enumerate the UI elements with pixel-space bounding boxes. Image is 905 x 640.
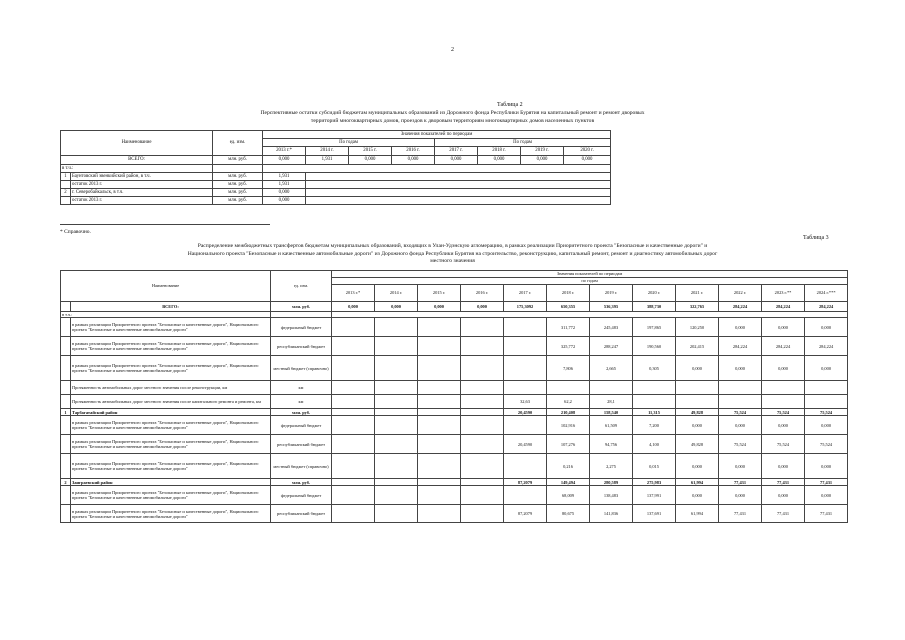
row-number xyxy=(61,197,71,205)
row-value: 158,540 xyxy=(590,409,633,416)
table-3-year-header: 2015 г. xyxy=(418,285,461,302)
row-number xyxy=(61,356,71,381)
table-row xyxy=(61,189,611,197)
table-row xyxy=(61,395,848,409)
table-3-year-header: 2021 г. xyxy=(676,285,719,302)
table-3-col-name: Наименование xyxy=(61,271,271,302)
table-2-year-header: 2013 г.* xyxy=(263,147,306,156)
row-name: Тарбагатайский район xyxy=(71,409,271,416)
table-2-col-by-years-2: По годам xyxy=(435,139,611,147)
row-value: 322,765 xyxy=(676,302,719,312)
row-value: 0,000 xyxy=(676,356,719,381)
row-value xyxy=(375,416,418,435)
row-value xyxy=(375,381,418,395)
row-value xyxy=(375,454,418,479)
table-3-heading-line-1: Распределение межбюджетных трансфертов бюджетам муниципальных образований, входящих в Улан-Удэнскую агломерацию, в рамках реализации Приоритетного проекта "Безопасные и качественные дороги" и xyxy=(197,243,708,249)
row-value: 0,000 xyxy=(719,356,762,381)
table-2-header-row-1 xyxy=(61,131,611,139)
row-value xyxy=(418,454,461,479)
row-value-2014: 1,931 xyxy=(263,181,306,189)
row-value xyxy=(461,486,504,505)
row-number: 2 xyxy=(61,189,71,197)
row-number: 2 xyxy=(61,479,71,486)
table-2-label: Таблица 2 xyxy=(497,102,523,108)
row-value: 75,524 xyxy=(762,409,805,416)
table-2-heading-line-2: территорий многоквартирных домов, проездов к дворовым территориям многоквартирных домов населенных пунктов xyxy=(310,117,595,124)
table-2-year-header: 2017 г. xyxy=(435,147,478,156)
table-2-total-value: 0,000 xyxy=(435,156,478,165)
table-2-year-header: 2016 г. xyxy=(392,147,435,156)
table-3-heading xyxy=(60,243,845,266)
table-2-total-value: 1,931 xyxy=(306,156,349,165)
table-2-col-name: Наименование xyxy=(61,131,213,156)
row-empty-cells xyxy=(306,197,611,205)
row-name: Заиграевский район xyxy=(71,479,271,486)
row-name: остаток 2013 г. xyxy=(71,181,213,189)
row-value xyxy=(332,337,375,356)
table-row xyxy=(61,337,848,356)
row-value xyxy=(418,337,461,356)
table-row xyxy=(61,197,611,205)
row-value xyxy=(461,381,504,395)
row-value xyxy=(461,435,504,454)
row-name: в рамках реализации Приоритетного проекта "Безопасные и качественные дороги", Национального проекта "Безопасные и качественные автомобильные дороги" xyxy=(71,337,271,356)
row-value: 275,983 xyxy=(633,479,676,486)
table-2-incl-row xyxy=(61,165,611,173)
row-value: 325,772 xyxy=(547,337,590,356)
row-name: в рамках реализации Приоритетного проекта "Безопасные и качественные дороги", Национального проекта "Безопасные и качественные автомобильные дороги" xyxy=(71,454,271,479)
table-3-total-row xyxy=(61,302,848,312)
row-value: 210,408 xyxy=(547,409,590,416)
row-value xyxy=(590,381,633,395)
row-value-2014: 0,000 xyxy=(263,189,306,197)
row-empty-cells xyxy=(306,181,611,189)
row-value: 75,524 xyxy=(805,435,848,454)
row-value: 94,756 xyxy=(590,435,633,454)
table-3-year-header: 2013 г.* xyxy=(332,285,375,302)
table-2-heading xyxy=(60,110,845,125)
row-unit: республиканский бюджет xyxy=(271,435,332,454)
row-name: Баунтовский эвенкийский район, в т.ч. xyxy=(71,173,213,181)
table-3-year-header: 2024 г.*** xyxy=(805,285,848,302)
row-unit: местный бюджет (справочно) xyxy=(271,454,332,479)
row-value: 61,994 xyxy=(676,505,719,523)
row-name: в рамках реализации Приоритетного проекта "Безопасные и качественные дороги", Национального проекта "Безопасные и качественные автомобильные дороги" xyxy=(71,356,271,381)
row-value: 80,675 xyxy=(547,505,590,523)
table-2-col-by-years-1: По годам xyxy=(263,139,435,147)
row-value xyxy=(332,505,375,523)
row-value: 536,395 xyxy=(590,302,633,312)
row-value xyxy=(676,395,719,409)
row-value xyxy=(504,318,547,337)
row-value xyxy=(375,409,418,416)
row-value-2014: 0,000 xyxy=(263,197,306,205)
row-number xyxy=(61,337,71,356)
table-row xyxy=(61,381,848,395)
row-value xyxy=(461,505,504,523)
row-unit: млн. руб. xyxy=(213,197,263,205)
table-2-year-header: 2014 г. xyxy=(306,147,349,156)
row-unit: млн. руб. xyxy=(213,173,263,181)
row-value xyxy=(418,416,461,435)
row-number xyxy=(61,318,71,337)
row-value: 0,015 xyxy=(633,454,676,479)
row-name: в рамках реализации Приоритетного проекта "Безопасные и качественные дороги", Национального проекта "Безопасные и качественные автомобильные дороги" xyxy=(71,416,271,435)
row-unit: республиканский бюджет xyxy=(271,505,332,523)
table-2-total-value: 0,000 xyxy=(564,156,611,165)
row-unit: федеральный бюджет xyxy=(271,416,332,435)
row-value: 0,000 xyxy=(762,356,805,381)
table-2-total-name: ВСЕГО: xyxy=(61,156,213,165)
row-name: в рамках реализации Приоритетного проекта "Безопасные и качественные дороги", Национального проекта "Безопасные и качественные автомобильные дороги" xyxy=(71,505,271,523)
row-value: 75,524 xyxy=(719,409,762,416)
row-value: 77,431 xyxy=(762,479,805,486)
row-value xyxy=(418,505,461,523)
row-value: 32,63 xyxy=(504,395,547,409)
row-value: 149,494 xyxy=(547,479,590,486)
row-value: 120,250 xyxy=(676,318,719,337)
table-2-total-value: 0,000 xyxy=(349,156,392,165)
row-value xyxy=(332,416,375,435)
table-row xyxy=(61,356,848,381)
row-name: в рамках реализации Приоритетного проекта "Безопасные и качественные дороги", Национального проекта "Безопасные и качественные автомобильные дороги" xyxy=(71,435,271,454)
row-value xyxy=(375,505,418,523)
row-value: 87,2079 xyxy=(504,479,547,486)
row-value xyxy=(375,318,418,337)
row-value: 49,828 xyxy=(676,435,719,454)
row-value: 0,000 xyxy=(805,318,848,337)
row-number xyxy=(61,486,71,505)
row-value: 2,665 xyxy=(590,356,633,381)
row-value: 62,2 xyxy=(547,395,590,409)
row-value xyxy=(461,337,504,356)
row-value: 0,000 xyxy=(676,416,719,435)
row-value: 49,828 xyxy=(676,409,719,416)
row-value xyxy=(418,381,461,395)
row-unit: республиканский бюджет xyxy=(271,337,332,356)
row-value: 4,100 xyxy=(633,435,676,454)
row-value xyxy=(504,356,547,381)
row-value xyxy=(418,409,461,416)
row-value: 0,000 xyxy=(762,416,805,435)
row-value xyxy=(332,454,375,479)
row-value xyxy=(633,381,676,395)
table-2-year-header: 2018 г. xyxy=(478,147,521,156)
table-3-col-unit: ед. изм. xyxy=(271,271,332,302)
table-2-col-values: Значения показателей по периодам xyxy=(263,131,611,139)
table-2 xyxy=(60,130,611,205)
row-value: 87,2079 xyxy=(504,505,547,523)
row-value xyxy=(375,395,418,409)
table-row xyxy=(61,409,848,416)
row-value: 284,224 xyxy=(805,302,848,312)
row-value: 0,000 xyxy=(762,486,805,505)
row-value xyxy=(805,395,848,409)
row-unit: федеральный бюджет xyxy=(271,318,332,337)
row-value: 61,994 xyxy=(676,479,719,486)
row-number: 1 xyxy=(61,173,71,181)
table-3-year-header: 2016 г. xyxy=(461,285,504,302)
row-value: 0,000 xyxy=(676,454,719,479)
row-value xyxy=(418,318,461,337)
footnote-separator xyxy=(60,224,270,225)
row-name: остаток 2013 г. xyxy=(71,197,213,205)
row-value xyxy=(676,381,719,395)
row-number xyxy=(61,435,71,454)
row-unit: местный бюджет (справочно) xyxy=(271,356,332,381)
row-value: 75,524 xyxy=(762,435,805,454)
table-2-year-header: 2015 г. xyxy=(349,147,392,156)
table-row xyxy=(61,173,611,181)
row-value xyxy=(332,486,375,505)
table-3-year-header: 2019 г. xyxy=(590,285,633,302)
row-value: 77,431 xyxy=(762,505,805,523)
row-unit: федеральный бюджет xyxy=(271,486,332,505)
table-3-heading-line-2: Национального проекта "Безопасные и качественные автомобильные дороги" из Дорожного фонда Республики Бурятия на строительство, реконструкцию, капитальный ремонт, ремонт и диагностику автомобильных дорог xyxy=(187,250,718,257)
table-2-total-value: 0,000 xyxy=(263,156,306,165)
row-value xyxy=(461,356,504,381)
row-name: в рамках реализации Приоритетного проекта "Безопасные и качественные дороги", Национального проекта "Безопасные и качественные автомобильные дороги" xyxy=(71,486,271,505)
table-2-total-value: 0,000 xyxy=(478,156,521,165)
row-value: 0,000 xyxy=(762,318,805,337)
table-3-year-header: 2023 г.** xyxy=(762,285,805,302)
row-value: 284,224 xyxy=(762,337,805,356)
row-value: 137,691 xyxy=(633,505,676,523)
row-value xyxy=(504,454,547,479)
table-row xyxy=(61,318,848,337)
row-number xyxy=(61,395,71,409)
row-value: 175,3092 xyxy=(504,302,547,312)
row-value xyxy=(762,395,805,409)
row-value xyxy=(461,479,504,486)
row-value: 0,000 xyxy=(719,416,762,435)
row-value xyxy=(332,395,375,409)
table-3-label: Таблица 3 xyxy=(803,235,829,241)
row-value xyxy=(418,479,461,486)
row-value: 0,000 xyxy=(719,318,762,337)
row-value: 138,483 xyxy=(590,486,633,505)
row-value: 7,806 xyxy=(547,356,590,381)
table-3-year-header: 2014 г. xyxy=(375,285,418,302)
row-value: 68,009 xyxy=(547,486,590,505)
table-2-total-value: 0,000 xyxy=(521,156,564,165)
row-value xyxy=(418,395,461,409)
row-name: Протяженность автомобильных дорог местного значения после капитального ремонта и ремонта, км xyxy=(71,395,271,409)
row-unit: км xyxy=(271,395,332,409)
table-2-footnote: * Справочно. xyxy=(60,229,91,235)
row-name: в рамках реализации Приоритетного проекта "Безопасные и качественные дороги", Национального проекта "Безопасные и качественные автомобильные дороги" xyxy=(71,318,271,337)
table-row xyxy=(61,181,611,189)
row-empty-cells xyxy=(306,189,611,197)
table-2-total-value: 0,000 xyxy=(392,156,435,165)
table-2-total-unit: млн. руб. xyxy=(213,156,263,165)
row-value xyxy=(375,479,418,486)
row-value xyxy=(719,395,762,409)
row-value: 107,276 xyxy=(547,435,590,454)
row-value: 0,000 xyxy=(719,454,762,479)
row-value: 0,000 xyxy=(461,302,504,312)
row-name: ВСЕГО: xyxy=(71,302,271,312)
table-3-year-header: 2018 г. xyxy=(547,285,590,302)
row-value xyxy=(719,381,762,395)
row-value xyxy=(375,486,418,505)
row-value xyxy=(762,381,805,395)
row-value: 77,431 xyxy=(805,479,848,486)
table-row xyxy=(61,479,848,486)
row-number xyxy=(61,454,71,479)
row-number xyxy=(61,381,71,395)
row-value: 77,431 xyxy=(719,479,762,486)
row-value: 197,865 xyxy=(633,318,676,337)
row-value: 190,560 xyxy=(633,337,676,356)
table-2-year-header: 2019 г. xyxy=(521,147,564,156)
row-value: 0,000 xyxy=(418,302,461,312)
table-2-col-unit: ед. изм. xyxy=(213,131,263,156)
row-value: 245,483 xyxy=(590,318,633,337)
row-value xyxy=(332,435,375,454)
row-number xyxy=(61,181,71,189)
row-value: 0,000 xyxy=(719,486,762,505)
row-value: 0,000 xyxy=(676,486,719,505)
row-unit: км xyxy=(271,381,332,395)
row-unit: млн. руб. xyxy=(271,479,332,486)
table-row xyxy=(61,454,848,479)
row-value xyxy=(805,381,848,395)
row-value: 284,224 xyxy=(719,337,762,356)
row-value xyxy=(375,337,418,356)
row-value: 0,000 xyxy=(762,454,805,479)
table-3-year-header: 2020 г. xyxy=(633,285,676,302)
row-unit: млн. руб. xyxy=(271,409,332,416)
row-unit: млн. руб. xyxy=(213,181,263,189)
row-value: 0,216 xyxy=(547,454,590,479)
table-3-header-row-1 xyxy=(61,271,848,278)
row-value: 0,000 xyxy=(805,416,848,435)
row-value: 0,000 xyxy=(805,486,848,505)
row-value: 284,224 xyxy=(762,302,805,312)
row-value xyxy=(418,356,461,381)
row-unit: млн. руб. xyxy=(271,302,332,312)
row-value xyxy=(461,454,504,479)
row-value: 20,4590 xyxy=(504,409,547,416)
row-value xyxy=(418,486,461,505)
row-value xyxy=(504,416,547,435)
table-2-heading-line-1: Перспективные остатки субсидий бюджетам муниципальных образований из Дорожного фонда Республики Бурятия на капитальный ремонт и ремонт дворовых xyxy=(260,110,645,116)
table-3-year-header: 2022 г. xyxy=(719,285,762,302)
row-value xyxy=(332,409,375,416)
row-value: 20,4590 xyxy=(504,435,547,454)
table-3 xyxy=(60,270,848,523)
row-value xyxy=(461,416,504,435)
row-unit: млн. руб. xyxy=(213,189,263,197)
row-name: Протяженность автомобильных дорог местного значения после реконструкции, км xyxy=(71,381,271,395)
row-value: 75,524 xyxy=(719,435,762,454)
row-value xyxy=(332,356,375,381)
row-value: 0,000 xyxy=(332,302,375,312)
table-2-incl: в т.ч.: xyxy=(61,165,213,173)
row-value xyxy=(332,318,375,337)
row-value: 650,355 xyxy=(547,302,590,312)
row-value: 388,730 xyxy=(633,302,676,312)
page-number: 2 xyxy=(451,47,454,53)
row-value: 141,836 xyxy=(590,505,633,523)
row-value xyxy=(633,395,676,409)
row-value-2014: 1,931 xyxy=(263,173,306,181)
row-number: 1 xyxy=(61,409,71,416)
row-value: 202,415 xyxy=(676,337,719,356)
row-number xyxy=(61,416,71,435)
row-value: 284,224 xyxy=(719,302,762,312)
row-value: 0,305 xyxy=(633,356,676,381)
row-value: 11,315 xyxy=(633,409,676,416)
table-2-year-header: 2020 г. xyxy=(564,147,611,156)
row-value: 0,000 xyxy=(375,302,418,312)
row-value xyxy=(547,381,590,395)
row-value: 61,509 xyxy=(590,416,633,435)
row-value xyxy=(375,435,418,454)
row-value: 288,247 xyxy=(590,337,633,356)
row-value xyxy=(504,337,547,356)
table-row xyxy=(61,486,848,505)
table-3-year-header: 2017 г. xyxy=(504,285,547,302)
table-3-col-by-years: по годам xyxy=(332,278,848,285)
row-value: 7,200 xyxy=(633,416,676,435)
table-row xyxy=(61,435,848,454)
row-value: 28,1 xyxy=(590,395,633,409)
row-number xyxy=(61,505,71,523)
row-value: 280,589 xyxy=(590,479,633,486)
row-name: г. Северобайкальск, в т.ч. xyxy=(71,189,213,197)
table-3-incl: в т.ч.: xyxy=(61,312,271,318)
row-value xyxy=(504,381,547,395)
row-value xyxy=(461,409,504,416)
row-value: 284,224 xyxy=(805,337,848,356)
row-value xyxy=(332,479,375,486)
row-value: 0,000 xyxy=(805,454,848,479)
row-value xyxy=(461,318,504,337)
row-value xyxy=(504,486,547,505)
row-value xyxy=(332,381,375,395)
table-row xyxy=(61,505,848,523)
row-value xyxy=(418,435,461,454)
row-value: 0,000 xyxy=(805,356,848,381)
row-value: 75,524 xyxy=(805,409,848,416)
table-row xyxy=(61,416,848,435)
table-3-heading-line-3: местного значения xyxy=(430,258,475,264)
row-value: 311,772 xyxy=(547,318,590,337)
table-3-col-values: Значения показателей по периодам xyxy=(332,271,848,278)
table-2-total-row xyxy=(61,156,611,165)
row-empty-cells xyxy=(306,173,611,181)
row-value: 77,431 xyxy=(805,505,848,523)
row-value: 102,916 xyxy=(547,416,590,435)
row-value xyxy=(461,395,504,409)
row-value: 137,991 xyxy=(633,486,676,505)
row-value: 77,431 xyxy=(719,505,762,523)
row-number xyxy=(61,302,71,312)
row-value xyxy=(375,356,418,381)
row-value: 2,275 xyxy=(590,454,633,479)
